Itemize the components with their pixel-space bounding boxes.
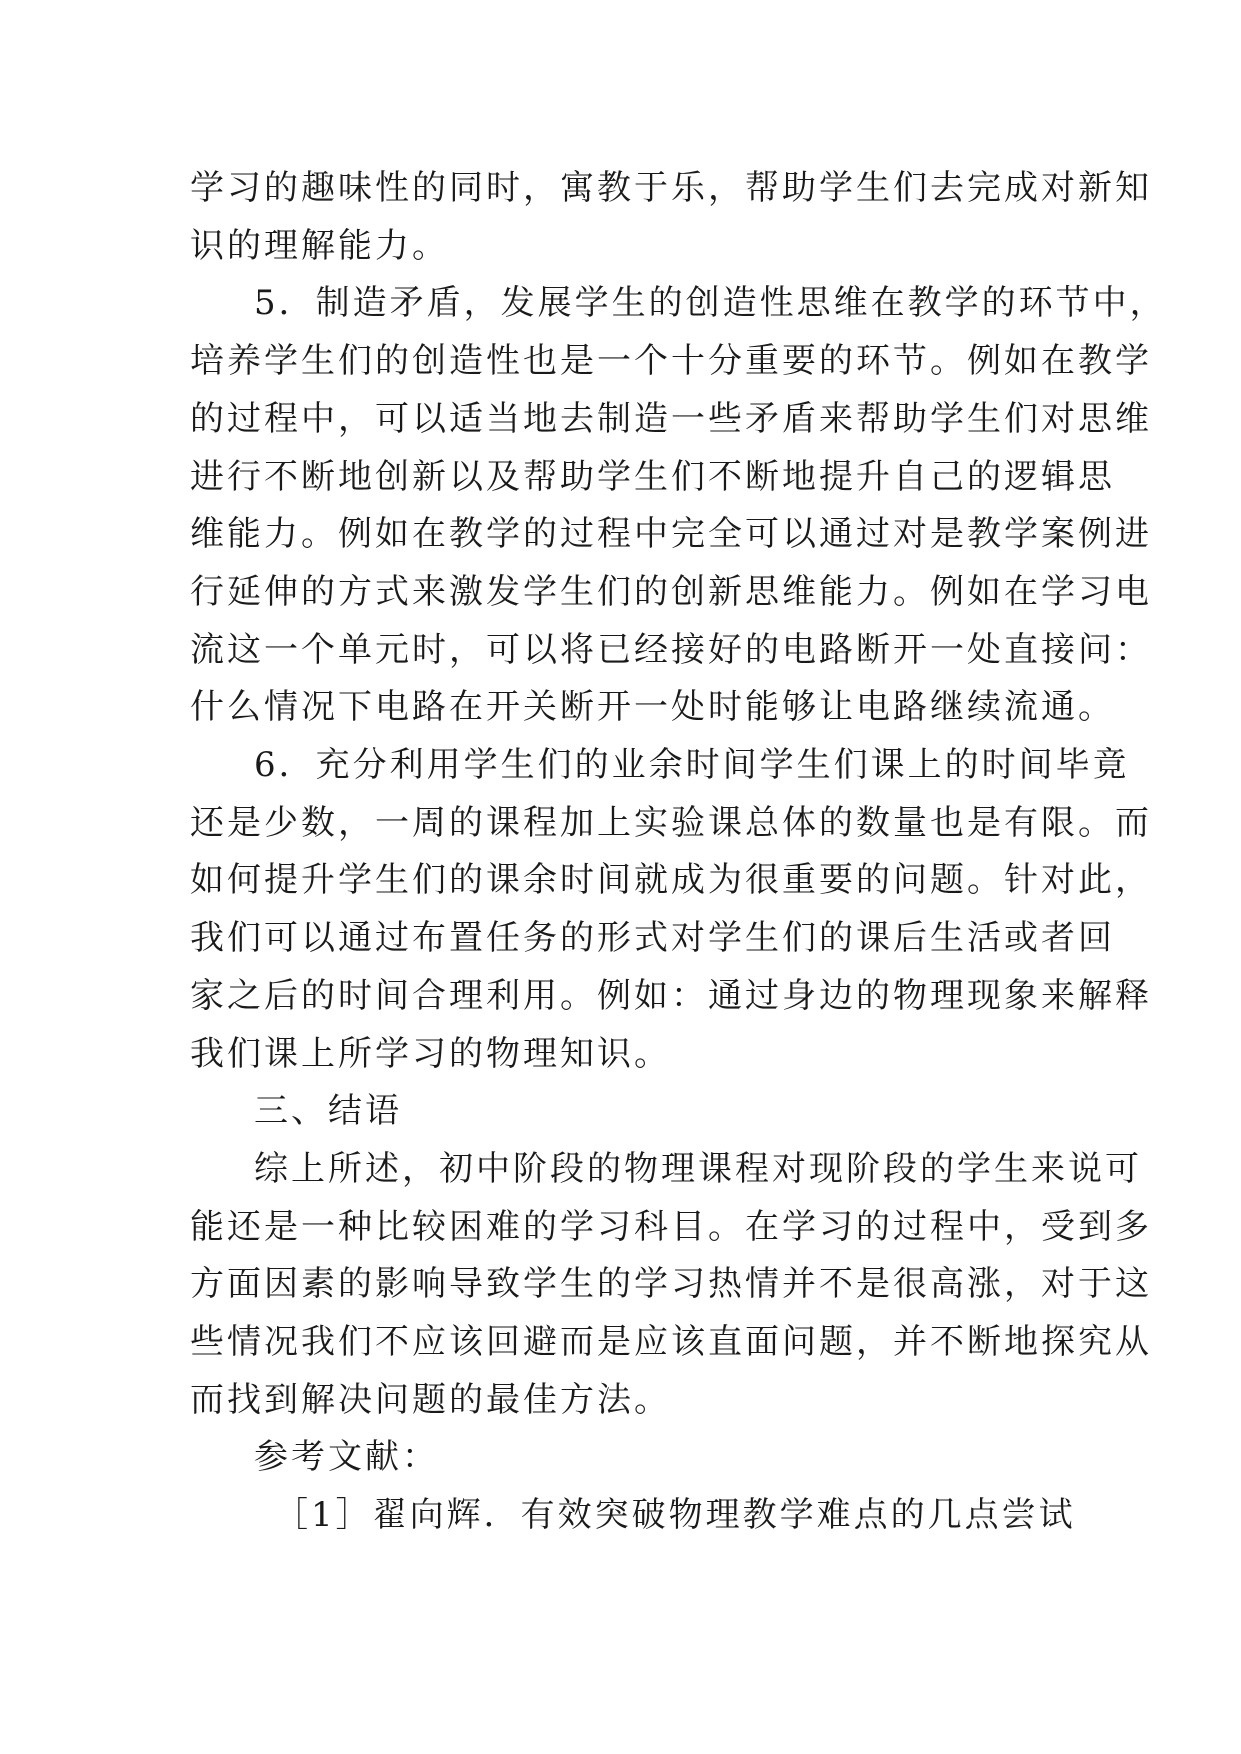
text-line: 还是少数，一周的课程加上实验课总体的数量也是有限。而 (190, 802, 1152, 843)
text-line: 综上所述，初中阶段的物理课程对现阶段的学生来说可 (254, 1148, 1142, 1189)
text-line: 我们课上所学习的物理知识。 (190, 1033, 671, 1074)
text-line: 些情况我们不应该回避而是应该直面问题，并不断地探究从 (190, 1322, 1152, 1363)
document-body (190, 160, 1167, 1545)
reference-text: ［1］翟向辉．有效突破物理教学难点的几点尝试 (274, 1495, 1076, 1536)
text-line: 流这一个单元时，可以将已经接好的电路断开一处直接问： (190, 629, 1152, 670)
text-line: 进行不断地创新以及帮助学生们不断地提升自己的逻辑思 (190, 456, 1115, 497)
text-line: 学习的趣味性的同时，寓教于乐，帮助学生们去完成对新知 (190, 168, 1152, 208)
text-line: 的过程中，可以适当地去制造一些矛盾来帮助学生们对思维 (190, 398, 1152, 439)
paragraph-conclusion (190, 1141, 1152, 1430)
heading-text: 三、结语 (254, 1091, 402, 1132)
text-line: 培养学生们的创造性也是一个十分重要的环节。例如在教学 (190, 341, 1152, 382)
text-line: 而找到解决问题的最佳方法。 (190, 1379, 671, 1420)
text-line: 行延伸的方式来激发学生们的创新思维能力。例如在学习电 (190, 571, 1152, 612)
section-heading-conclusion (190, 1083, 1070, 1141)
heading-text: 参考文献： (254, 1437, 439, 1478)
text-line: 我们可以通过布置任务的形式对学生们的课后生活或者回 (190, 918, 1115, 959)
paragraph-continuation (190, 160, 1152, 275)
text-line: 5．制造矛盾，发展学生的创造性思维在教学的环节中， (254, 283, 1167, 324)
text-line: 方面因素的影响导致学生的学习热情并不是很高涨，对于这 (190, 1264, 1152, 1305)
text-line: 能还是一种比较困难的学习科目。在学习的过程中，受到多 (190, 1206, 1152, 1247)
text-line: 家之后的时间合理利用。例如：通过身边的物理现象来解释 (190, 975, 1152, 1016)
text-line: 识的理解能力。 (190, 225, 449, 266)
text-line: 6．充分利用学生们的业余时间学生们课上的时间毕竟 (254, 745, 1130, 786)
text-line: 什么情况下电路在开关断开一处时能够让电路继续流通。 (190, 687, 1115, 728)
text-line: 维能力。例如在教学的过程中完全可以通过对是教学案例进 (190, 514, 1152, 555)
text-line: 如何提升学生们的课余时间就成为很重要的问题。针对此， (190, 860, 1152, 901)
reference-item-1 (190, 1487, 1076, 1545)
paragraph-item-6 (190, 737, 1152, 1083)
section-heading-references (190, 1429, 1070, 1487)
paragraph-item-5 (190, 275, 1167, 737)
